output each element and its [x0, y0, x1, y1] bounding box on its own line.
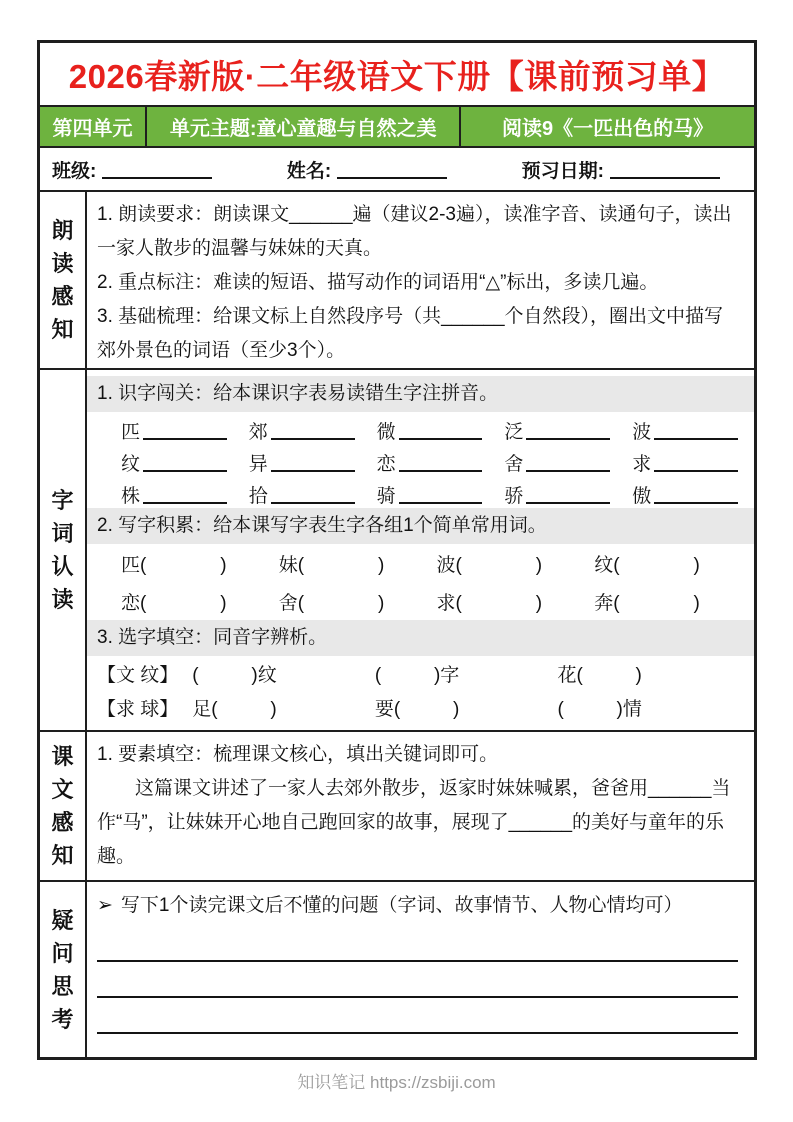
pinyin-item [632, 449, 738, 476]
info-row [40, 148, 754, 190]
character: 舍 [278, 592, 298, 614]
word-item [279, 588, 425, 615]
paren-blank: ( ) [613, 554, 700, 576]
paren-blank: ( ) [297, 554, 385, 576]
class-label: 班级: [52, 160, 97, 182]
character: 匹 [121, 554, 141, 576]
pinyin-item [121, 449, 227, 476]
section-content [87, 732, 754, 880]
character: 拾 [248, 486, 268, 507]
task-item: 1. 朗读要求：朗读课文______遍（建议2-3遍），读准字音、读通句子，读出一家人散步的温馨与妹妹的天真。 [97, 204, 732, 259]
unit-bar [40, 105, 754, 148]
character: 骄 [504, 486, 524, 507]
paren-blank: ( ) [455, 554, 543, 576]
character: 波 [436, 554, 456, 576]
answer-line [97, 996, 738, 998]
choice-cell: ( )情 [557, 698, 642, 720]
pinyin-item [504, 417, 610, 444]
date-blank [610, 177, 720, 179]
word-item [437, 588, 583, 615]
task-heading: 1. 识字闯关：给本课识字表易读错生字注拼音。 [87, 376, 754, 412]
answer-blank [526, 438, 610, 440]
answer-line [97, 1032, 738, 1034]
answer-blank [654, 438, 738, 440]
paren-blank: ( ) [297, 592, 385, 614]
answer-blank [654, 470, 738, 472]
worksheet-table [37, 40, 757, 1060]
character: 傲 [632, 486, 652, 507]
answer-line [97, 960, 738, 962]
character: 郊 [248, 422, 268, 443]
character: 异 [248, 454, 268, 475]
pinyin-row [87, 412, 754, 444]
name-field [287, 156, 447, 183]
choice-options: 【文 纹】 [97, 664, 179, 686]
task-heading: 1. 要素填空：梳理课文核心，填出关键词即可。 [97, 744, 499, 765]
section-label: 疑问思考 [40, 882, 87, 1057]
name-blank [337, 177, 447, 179]
pinyin-item [377, 449, 483, 476]
choice-options: 【求 球】 [97, 698, 179, 720]
answer-blank [526, 502, 610, 504]
character: 奔 [594, 592, 614, 614]
task-item: 3. 基础梳理：给课文标上自然段序号（共______个自然段），圈出文中描写郊外景色的词语（至少3个）。 [97, 306, 724, 361]
choice-row [87, 656, 754, 690]
choice-cell: ( )纹 [192, 664, 277, 686]
page-title: 2026春新版·二年级语文下册【课前预习单】 [68, 57, 726, 95]
character: 株 [121, 486, 141, 507]
section-reading-perception [40, 190, 754, 368]
pinyin-item [632, 481, 738, 508]
answer-blank [399, 470, 483, 472]
task-item: 2. 重点标注：难读的短语、描写动作的词语用“△”标出，多读几遍。 [97, 272, 659, 293]
choice-cell: ( )字 [374, 664, 460, 686]
answer-blank [654, 502, 738, 504]
footer-watermark: 知识笔记 https://zsbiji.com [297, 1073, 496, 1092]
answer-blank [399, 438, 483, 440]
answer-blank [271, 438, 355, 440]
section-content [87, 192, 754, 368]
lesson-title: 阅读9《一匹出色的马》 [502, 118, 714, 140]
task-heading: 2. 写字积累：给本课写字表生字各组1个简单常用词。 [87, 508, 754, 544]
character: 恋 [121, 592, 141, 614]
section-content [87, 370, 754, 730]
prompt-row [87, 882, 754, 922]
character: 妹 [278, 554, 298, 576]
character: 泛 [504, 422, 524, 443]
pinyin-row [87, 444, 754, 476]
paren-blank: ( ) [455, 592, 543, 614]
character: 纹 [594, 554, 614, 576]
name-label: 姓名: [286, 160, 332, 182]
word-row [87, 582, 754, 620]
section-word-recognition [40, 368, 754, 730]
prompt-text: 写下1个读完课文后不懂的问题（字词、故事情节、人物心情均可） [120, 895, 683, 916]
pinyin-item [632, 417, 738, 444]
pinyin-item [249, 449, 355, 476]
choice-cell: 要( ) [374, 698, 460, 720]
section-text-perception [40, 730, 754, 880]
paren-blank: ( ) [613, 592, 700, 614]
word-item [437, 550, 583, 577]
date-field [522, 156, 720, 183]
section-question-thinking [40, 880, 754, 1057]
section-label: 朗读感知 [40, 192, 87, 368]
pinyin-item [377, 417, 483, 444]
word-row [87, 544, 754, 582]
answer-blank [271, 470, 355, 472]
pinyin-item [249, 417, 355, 444]
character: 求 [632, 454, 652, 475]
pinyin-item [504, 449, 610, 476]
arrow-bullet-icon: ➢ [97, 895, 113, 916]
class-blank [102, 177, 212, 179]
character: 匹 [121, 422, 141, 443]
date-label: 预习日期: [521, 160, 604, 182]
character: 纹 [121, 454, 141, 475]
character: 求 [436, 592, 456, 614]
summary-paragraph: 这篇课文讲述了一家人去郊外散步，返家时妹妹喊累，爸爸用______当作“马”，让妹妹开心地自己跑回家的故事，展现了______的美好与童年的乐趣。 [97, 778, 731, 867]
word-item [279, 550, 425, 577]
word-item [594, 550, 740, 577]
choice-cell: 足( ) [192, 698, 277, 720]
character: 骑 [376, 486, 396, 507]
answer-blank [143, 502, 227, 504]
pinyin-item [121, 417, 227, 444]
choice-row [87, 690, 754, 724]
answer-blank [271, 502, 355, 504]
pinyin-item [249, 481, 355, 508]
choice-cell: 花( ) [557, 664, 642, 686]
paren-blank: ( ) [140, 554, 227, 576]
word-item [121, 550, 267, 577]
character: 微 [376, 422, 396, 443]
section-label: 字词认读 [40, 370, 87, 730]
word-item [121, 588, 267, 615]
task-heading: 3. 选字填空：同音字辨析。 [87, 620, 754, 656]
unit-number: 第四单元 [40, 107, 147, 146]
character: 波 [632, 422, 652, 443]
pinyin-item [504, 481, 610, 508]
pinyin-item [377, 481, 483, 508]
word-item [594, 588, 740, 615]
answer-blank [399, 502, 483, 504]
answer-blank [143, 438, 227, 440]
character: 舍 [504, 454, 524, 475]
character: 恋 [376, 454, 396, 475]
paren-blank: ( ) [140, 592, 227, 614]
class-field [52, 156, 212, 183]
unit-theme: 单元主题:童心童趣与自然之美 [147, 107, 461, 146]
answer-blank [143, 470, 227, 472]
pinyin-row [87, 476, 754, 508]
section-label: 课文感知 [40, 732, 87, 880]
section-content [87, 882, 754, 1057]
title-row [40, 43, 754, 105]
answer-blank [526, 470, 610, 472]
pinyin-item [121, 481, 227, 508]
